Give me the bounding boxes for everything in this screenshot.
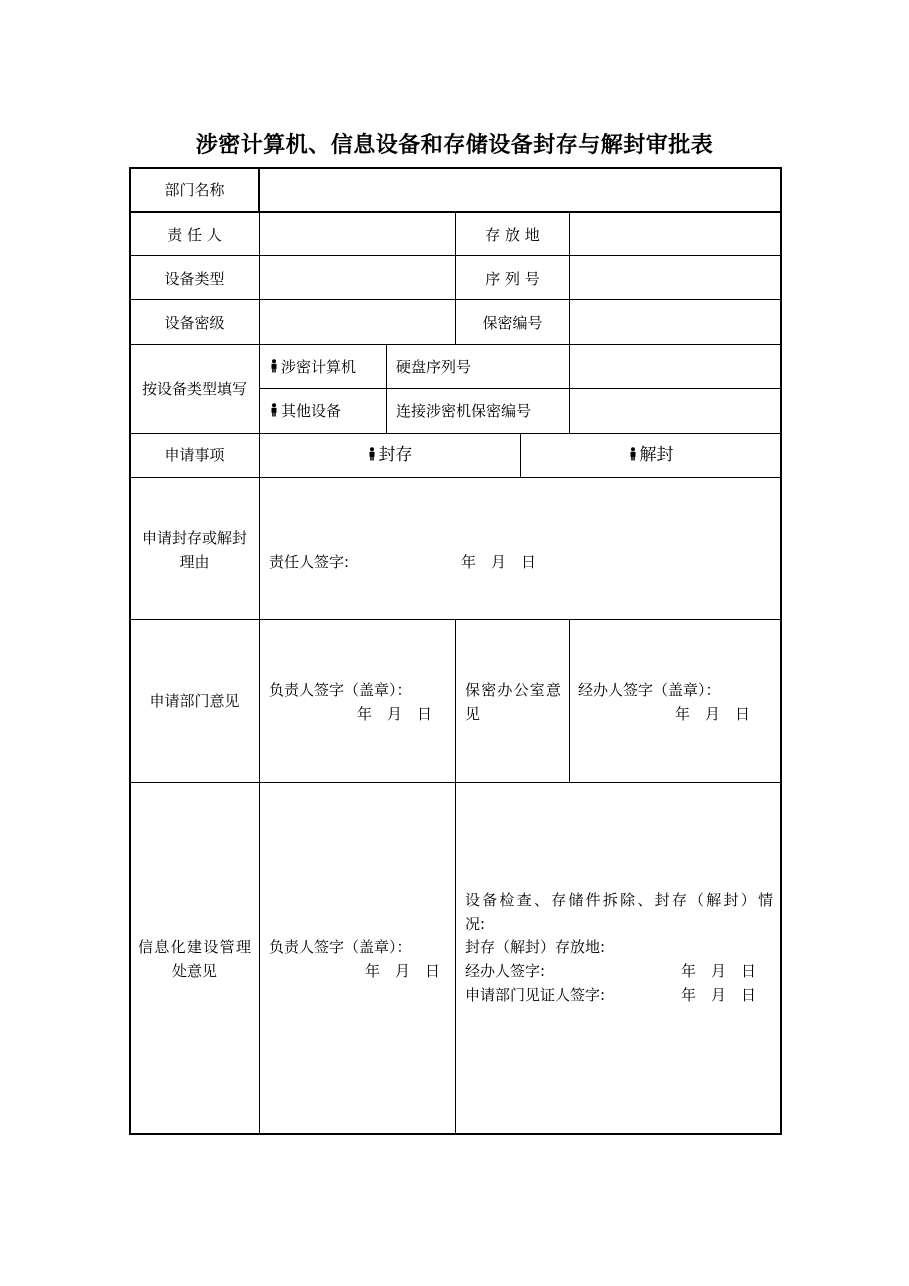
device-type-field[interactable] xyxy=(261,257,454,298)
it-dept-label-line2: 处意见 xyxy=(171,962,217,980)
dept-name-field[interactable] xyxy=(261,170,779,210)
it-head-sign-label: 负责人签字（盖章）： xyxy=(269,938,412,956)
serial-no-label: 序 列 号 xyxy=(485,270,540,288)
handler-sign2-label: 经办人签字: xyxy=(465,962,546,980)
classified-computer-label: 涉密计算机 xyxy=(281,358,357,376)
linked-secret-no-label: 连接涉密机保密编号 xyxy=(396,402,532,420)
witness-sign-date: 年 月 日 xyxy=(681,986,757,1004)
head-sign-label: 负责人签字（盖章）： xyxy=(269,681,412,699)
reason-label-line2: 理由 xyxy=(179,553,210,571)
storage-place-field[interactable] xyxy=(571,213,780,254)
security-office-label-line1: 保密办公室意 xyxy=(465,681,561,699)
it-head-sign-date: 年 月 日 xyxy=(365,962,441,980)
person-icon xyxy=(270,403,278,417)
responsible-label: 责 任 人 xyxy=(167,226,222,244)
secret-no-field[interactable] xyxy=(571,301,780,343)
device-level-label: 设备密级 xyxy=(164,314,225,332)
check-label-line1: 设备检查、存储件拆除、封存（解封）情 xyxy=(465,891,773,909)
handler-sign-date: 年 月 日 xyxy=(675,705,751,723)
fill-by-type-label: 按设备类型填写 xyxy=(141,380,247,398)
check-label-line2: 况: xyxy=(465,915,486,933)
linked-secret-no-field[interactable] xyxy=(571,390,780,432)
hdd-serial-label: 硬盘序列号 xyxy=(396,358,472,376)
reason-date: 年 月 日 xyxy=(461,553,537,571)
unseal-option[interactable] xyxy=(521,444,781,467)
apply-item-label: 申请事项 xyxy=(164,446,225,464)
person-icon xyxy=(629,447,637,461)
handler-sign2-date: 年 月 日 xyxy=(681,962,757,980)
device-level-field[interactable] xyxy=(261,301,454,343)
secret-no-label: 保密编号 xyxy=(482,314,543,332)
reason-label-line1: 申请封存或解封 xyxy=(141,529,247,547)
responsible-field[interactable] xyxy=(261,213,454,254)
security-office-label-line2: 见 xyxy=(465,705,481,723)
responsible-sign-label: 责任人签字: xyxy=(269,553,350,571)
hdd-serial-field[interactable] xyxy=(571,346,780,387)
witness-sign-label: 申请部门见证人签字: xyxy=(465,986,606,1004)
person-icon xyxy=(368,447,376,461)
other-device-label: 其他设备 xyxy=(281,402,342,420)
unseal-label: 解封 xyxy=(639,445,674,465)
reason-field[interactable] xyxy=(261,479,780,549)
dept-name-label: 部门名称 xyxy=(164,181,225,199)
seal-label: 封存 xyxy=(378,445,413,465)
head-sign-date: 年 月 日 xyxy=(357,705,433,723)
serial-no-field[interactable] xyxy=(571,257,780,298)
handler-sign-label: 经办人签字（盖章）： xyxy=(578,681,721,699)
sealed-place-label: 封存（解封）存放地: xyxy=(465,938,606,956)
page-title: 涉密计算机、信息设备和存储设备封存与解封审批表 xyxy=(195,133,714,158)
other-device-option[interactable] xyxy=(270,400,341,423)
it-dept-label-line1: 信息化建设管理 xyxy=(138,938,251,956)
device-type-label: 设备类型 xyxy=(164,270,225,288)
person-icon xyxy=(270,359,278,373)
storage-place-label: 存 放 地 xyxy=(485,226,540,244)
classified-computer-option[interactable] xyxy=(270,356,356,379)
seal-option[interactable] xyxy=(260,444,520,467)
dept-opinion-label: 申请部门意见 xyxy=(149,692,240,710)
